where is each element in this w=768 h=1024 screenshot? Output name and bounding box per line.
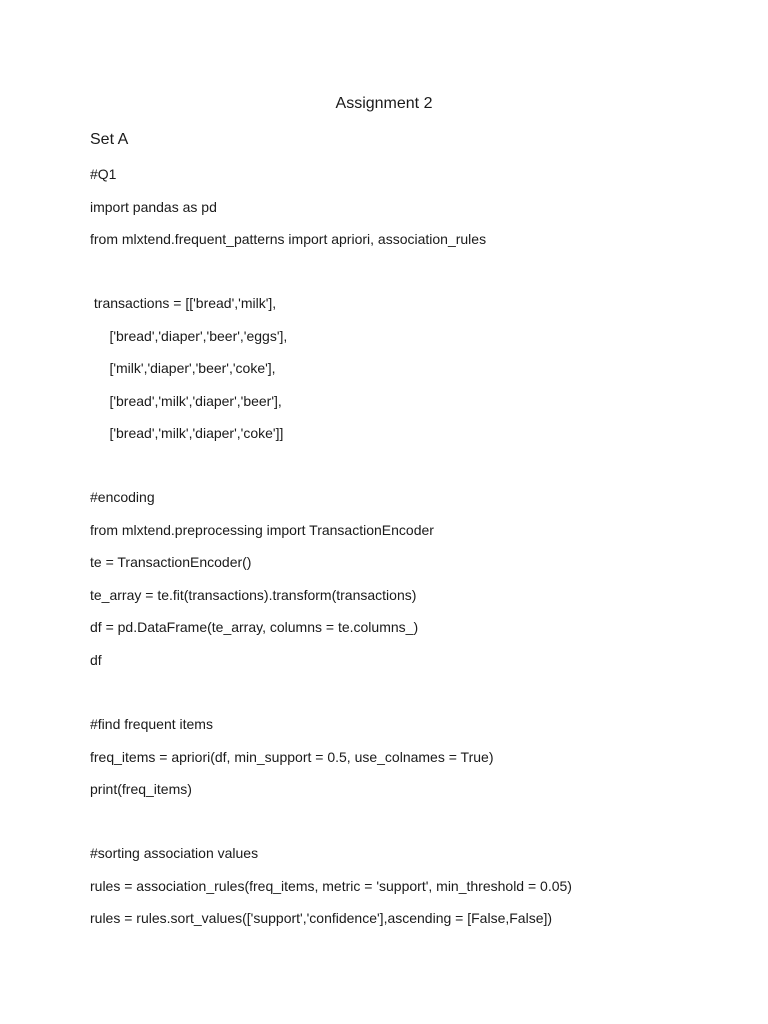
code-line: from mlxtend.preprocessing import TransactionEncoder — [90, 522, 434, 538]
code-comment: #encoding — [90, 489, 155, 505]
code-line: ['bread','diaper','beer','eggs'], — [90, 328, 288, 344]
code-line: rules = association_rules(freq_items, metric = 'support', min_threshold = 0.05) — [90, 878, 572, 894]
document-title: Assignment 2 — [335, 95, 433, 112]
code-line: print(freq_items) — [90, 781, 192, 797]
code-comment: #sorting association values — [90, 845, 259, 861]
code-line: freq_items = apriori(df, min_support = 0.5, use_colnames = True) — [90, 749, 494, 765]
code-line: ['bread','milk','diaper','beer'], — [90, 393, 282, 409]
code-line: rules = rules.sort_values(['support','confidence'],ascending = [False,False]) — [90, 910, 553, 926]
code-line: #Q1 — [90, 166, 117, 182]
code-line: ['milk','diaper','beer','coke'], — [90, 360, 276, 376]
code-line: import pandas as pd — [90, 199, 217, 215]
code-line: from mlxtend.frequent_patterns import apriori, association_rules — [90, 231, 487, 247]
code-line: df = pd.DataFrame(te_array, columns = te.columns_) — [90, 619, 419, 635]
code-line: te = TransactionEncoder() — [90, 554, 252, 570]
code-line: df — [90, 652, 102, 668]
code-comment: #find frequent items — [90, 716, 213, 732]
code-line: te_array = te.fit(transactions).transform(transactions) — [90, 587, 417, 603]
code-line: ['bread','milk','diaper','coke']] — [90, 425, 284, 441]
set-heading: Set A — [90, 131, 129, 148]
code-line: transactions = [['bread','milk'], — [90, 295, 277, 311]
